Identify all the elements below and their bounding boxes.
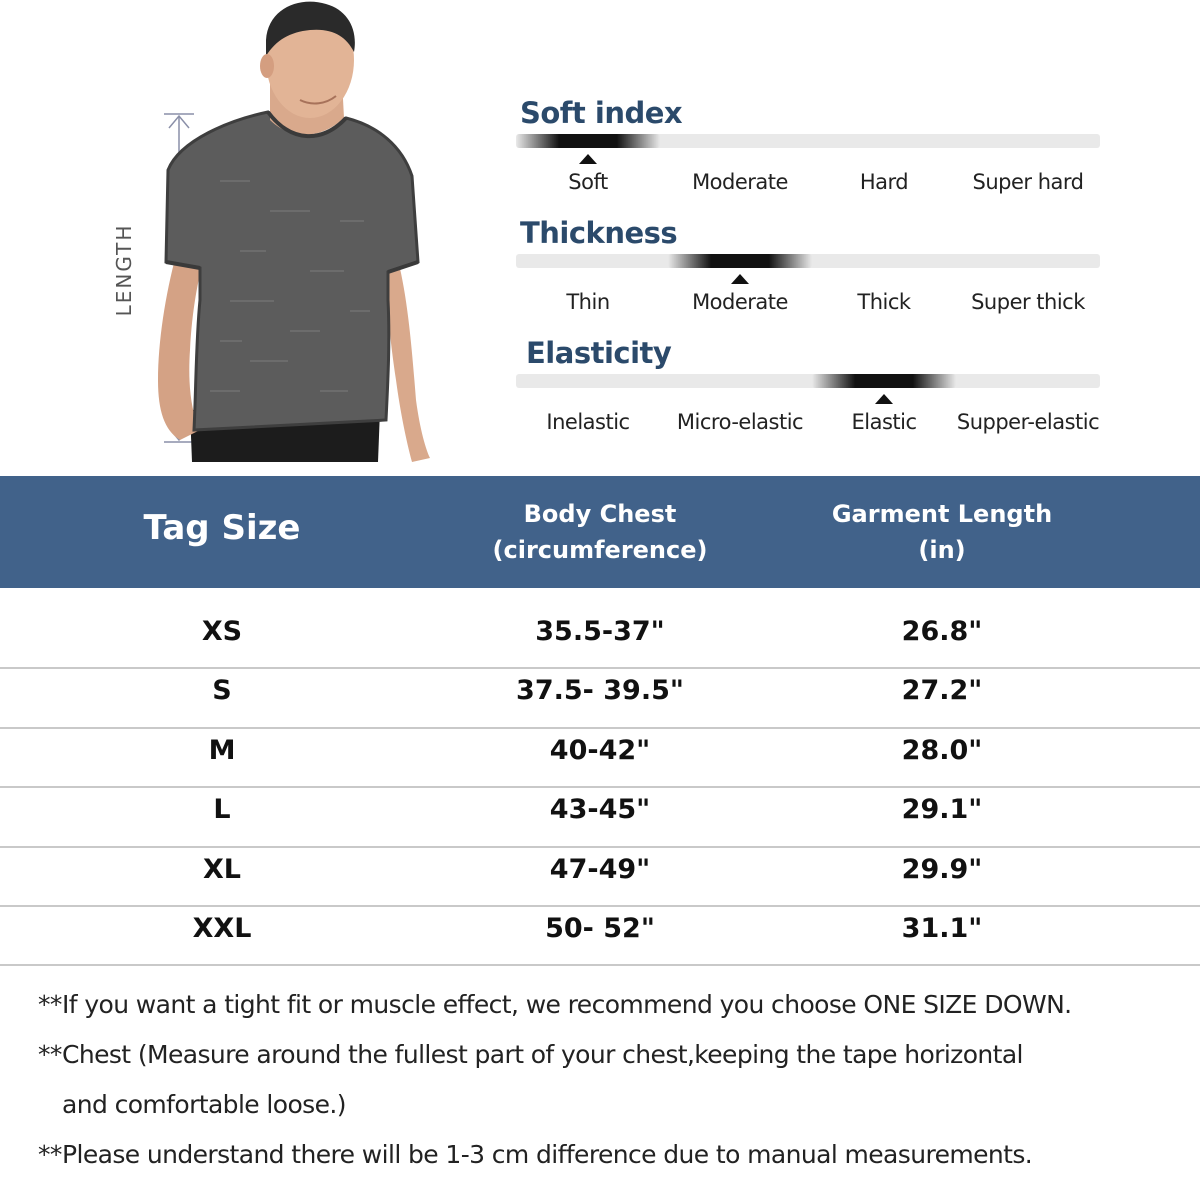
scale-label: Micro-elastic <box>676 410 804 434</box>
note-prefix: ** <box>38 1140 62 1169</box>
chest-cell: 40-42" <box>549 734 651 766</box>
chest-cell: 35.5-37" <box>535 616 665 647</box>
chest-cell: 47-49" <box>549 853 651 885</box>
scale-label: Thin <box>566 290 610 314</box>
note-prefix: ** <box>38 990 62 1019</box>
header-body-chest <box>493 496 708 568</box>
scale-label: Super thick <box>971 290 1085 314</box>
scale-bar <box>516 254 1100 268</box>
scale-bar-indicator <box>668 254 812 268</box>
header-body-chest-line2: (circumference) <box>492 536 708 564</box>
length-cell: 27.2" <box>901 675 983 707</box>
scale-title: Soft index <box>520 96 683 130</box>
length-cell: 28.0" <box>901 734 983 766</box>
scale-label: Super hard <box>972 170 1084 194</box>
scale-bar <box>516 134 1100 148</box>
model-photo-area <box>60 0 460 462</box>
scale-label: Moderate <box>692 290 788 314</box>
header-garment-length <box>832 496 1052 568</box>
size-table-body <box>0 610 1200 966</box>
header-garment-length-line1: Garment Length <box>831 500 1053 528</box>
scale-bar-indicator <box>516 134 660 148</box>
scale-pointer-icon <box>731 274 749 284</box>
note-prefix: ** <box>38 1040 62 1069</box>
note-text: If you want a tight fit or muscle effect, we recommend you choose ONE SIZE DOWN. <box>62 990 1072 1019</box>
scale-title: Thickness <box>520 216 678 250</box>
table-row <box>0 729 1200 788</box>
sizing-notes <box>38 980 1188 1180</box>
header-body-chest-line1: Body Chest <box>523 500 677 528</box>
length-cell: 31.1" <box>901 912 983 944</box>
scale-bar <box>516 374 1100 388</box>
table-row <box>0 848 1200 907</box>
scale-label: Soft <box>568 170 608 194</box>
scale-title: Elasticity <box>526 336 672 370</box>
note-text: Please understand there will be 1-3 cm difference due to manual measurements. <box>62 1140 1033 1169</box>
scale-label: Inelastic <box>546 410 630 434</box>
chest-cell: 37.5- 39.5" <box>516 675 684 707</box>
length-cell: 26.8" <box>901 616 983 647</box>
table-row <box>0 788 1200 847</box>
chest-cell: 50- 52" <box>545 912 655 944</box>
size-cell: S <box>212 675 232 707</box>
size-cell: XL <box>202 853 242 885</box>
header-tag-size: Tag Size <box>143 508 301 548</box>
scale-label: Elastic <box>851 410 917 434</box>
table-row <box>0 610 1200 669</box>
note-chest-measure-continued: and comfortable loose.) <box>62 1090 346 1119</box>
scale-pointer-icon <box>579 154 597 164</box>
scale-bar-indicator <box>812 374 956 388</box>
table-row <box>0 669 1200 728</box>
table-row <box>0 907 1200 966</box>
note-tight-fit <box>38 980 1188 1030</box>
size-cell: L <box>213 794 231 826</box>
length-cell: 29.1" <box>901 794 983 826</box>
header-garment-length-line2: (in) <box>918 536 966 564</box>
scale-label: Hard <box>859 170 909 194</box>
length-cell: 29.9" <box>901 853 983 885</box>
scale-pointer-icon <box>875 394 893 404</box>
note-text: Chest (Measure around the fullest part of your chest,keeping the tape horizontal <box>62 1040 1023 1069</box>
size-cell: XS <box>201 616 243 647</box>
size-cell: XXL <box>192 912 252 944</box>
scale-label: Thick <box>857 290 911 314</box>
size-cell: M <box>208 734 236 766</box>
note-measurement-difference <box>38 1130 1188 1180</box>
scale-label: Moderate <box>692 170 788 194</box>
chest-cell: 43-45" <box>549 794 651 826</box>
scale-label: Supper-elastic <box>956 410 1100 434</box>
model-wearing-tshirt-image <box>150 0 440 462</box>
note-chest-measure <box>38 1030 1188 1080</box>
length-label: LENGTH <box>112 223 136 317</box>
